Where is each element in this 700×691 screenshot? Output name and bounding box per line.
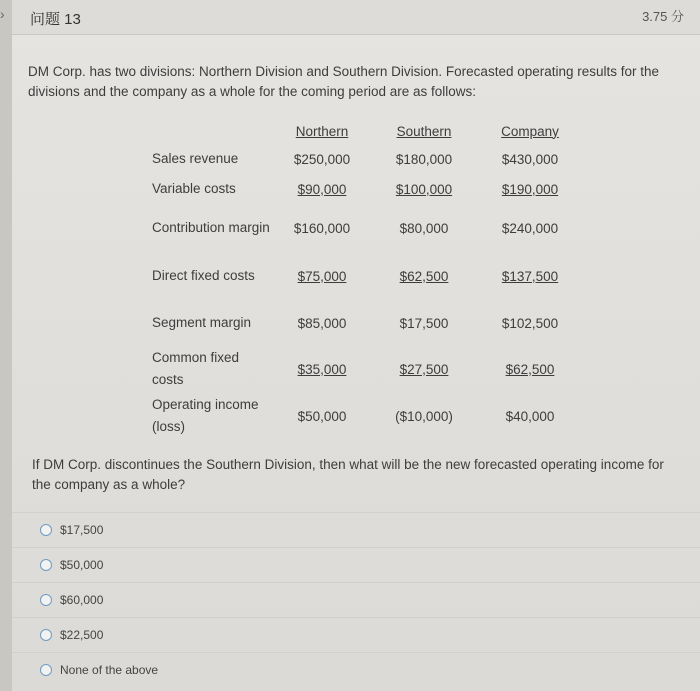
radio-button[interactable] [40, 524, 52, 536]
table-row [152, 300, 586, 346]
table-row [152, 346, 586, 392]
column-header-southern: Southern [396, 123, 452, 139]
row-label: Segment margin [152, 315, 252, 330]
answer-option[interactable] [12, 547, 700, 582]
answer-option[interactable] [12, 652, 700, 687]
question-header [12, 0, 700, 35]
question-title: 问题 13 [30, 11, 81, 28]
row-label: Common fixed costs [152, 350, 240, 387]
cell-value: $160,000 [293, 220, 351, 236]
table-header-row [152, 118, 586, 144]
cell-value: $180,000 [395, 151, 453, 167]
cell-value: $85,000 [297, 315, 347, 331]
results-table [152, 118, 586, 440]
answer-option[interactable] [12, 512, 700, 547]
option-label[interactable]: None of the above [60, 663, 159, 677]
answer-option[interactable] [12, 582, 700, 617]
table-row [152, 174, 586, 204]
cell-value: $250,000 [293, 151, 351, 167]
radio-button[interactable] [40, 559, 52, 571]
cell-value: $62,500 [399, 268, 449, 284]
option-label[interactable]: $50,000 [60, 558, 104, 572]
table-row [152, 392, 586, 440]
row-label: Sales revenue [152, 151, 239, 166]
row-label: Direct fixed costs [152, 268, 255, 283]
table-row [152, 144, 586, 174]
cell-value: $90,000 [297, 181, 347, 197]
question-panel [12, 0, 700, 691]
cell-value: $190,000 [501, 181, 559, 197]
cell-value: $35,000 [297, 361, 347, 377]
row-label: Operating income (loss) [152, 397, 259, 434]
cell-value: $100,000 [395, 181, 453, 197]
table-row [152, 204, 586, 252]
points-label: 3.75 分 [642, 9, 684, 24]
radio-button[interactable] [40, 594, 52, 606]
table-row [152, 252, 586, 300]
table-corner [152, 118, 270, 144]
chevron-right-icon[interactable]: › [0, 6, 5, 22]
radio-button[interactable] [40, 664, 52, 676]
question-followup: If DM Corp. discontinues the Southern Division, then what will be the new forecasted operating income for the company as a whole? [32, 457, 664, 492]
cell-value: $102,500 [501, 315, 559, 331]
radio-button[interactable] [40, 629, 52, 641]
cell-value: $27,500 [399, 361, 449, 377]
row-label: Contribution margin [152, 220, 270, 235]
row-label: Variable costs [152, 181, 236, 196]
question-stem: DM Corp. has two divisions: Northern Division and Southern Division. Forecasted operating results for the divisions and the company as a whole for the coming period are as follows: [28, 64, 660, 99]
cell-value: $50,000 [297, 408, 347, 424]
option-label[interactable]: $17,500 [60, 523, 104, 537]
cell-value: $75,000 [297, 268, 347, 284]
cell-value: $17,500 [399, 315, 449, 331]
left-edge-strip [0, 0, 12, 691]
column-header-company: Company [501, 123, 559, 139]
cell-value: $430,000 [501, 151, 559, 167]
cell-value: ($10,000) [395, 408, 453, 424]
cell-value: $40,000 [505, 408, 555, 424]
option-label[interactable]: $22,500 [60, 628, 104, 642]
column-header-northern: Northern [295, 123, 349, 139]
cell-value: $240,000 [501, 220, 559, 236]
cell-value: $137,500 [501, 268, 559, 284]
answer-option[interactable] [12, 617, 700, 652]
cell-value: $80,000 [399, 220, 449, 236]
answer-options [12, 512, 700, 687]
cell-value: $62,500 [505, 361, 555, 377]
option-label[interactable]: $60,000 [60, 593, 104, 607]
